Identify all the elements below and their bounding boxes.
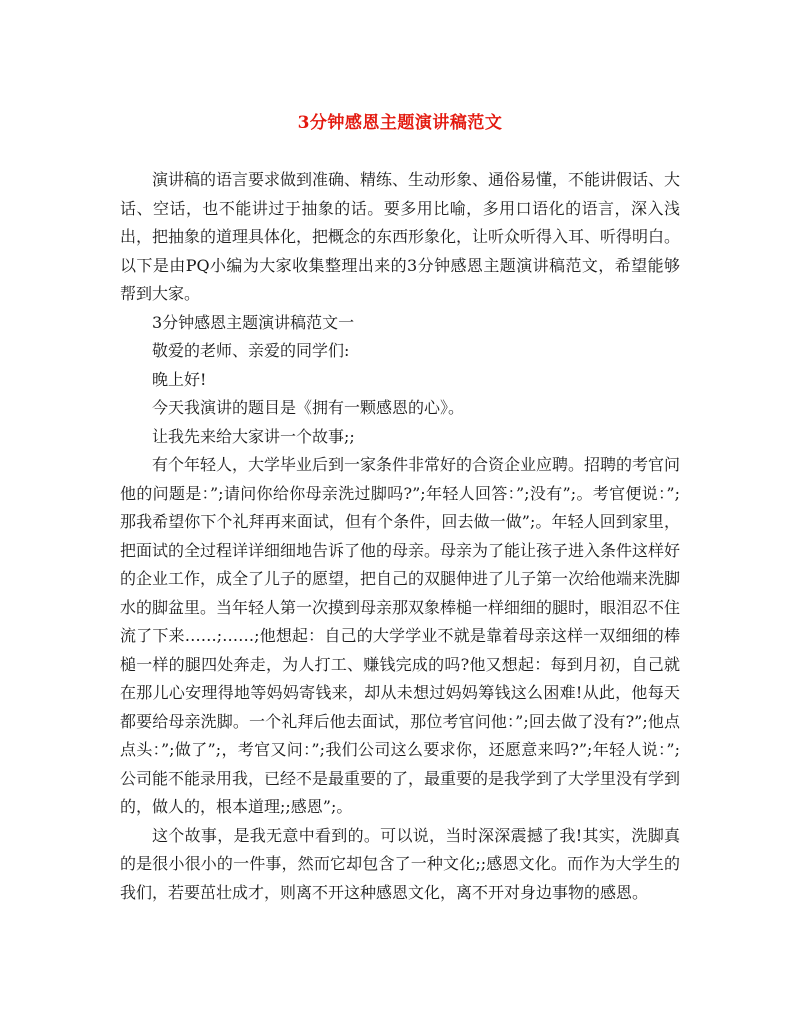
story-paragraph: 有个年轻人，大学毕业后到一家条件非常好的合资企业应聘。招聘的考官问他的问题是：”;请问你给你母亲洗过脚吗?”;年轻人回答：”;没有”;。考官便说：”;那我希望你下个礼拜再来面试，但有个条件，回去做一做”;。年轻人回到家里，把面试的全过程详详细细地告诉了他的母亲。母亲为了能让孩子进入条件这样好的企业工作，成全了儿子的愿望，把自己的双腿伸进了儿子第一次给他端来洗脚水的脚盆里。当年轻人第一次摸到母亲那双象棒槌一样细细的腿时，眼泪忍不住流了下来……;……;他想起：自己的大学学业不就是靠着母亲这样一双细细的棒槌一样的腿四处奔走，为人打工、赚钱完成的吗?他又想起：每到月初，自己就在那儿心安理得地等妈妈寄钱来，却从未想过妈妈筹钱这么困难!从此，他每天都要给母亲洗脚。一个礼拜后他去面试，那位考官问他：”;回去做了没有?”;他点点头：”;做了”;，考官又问：”;我们公司这么要求你，还愿意来吗?”;年轻人说：”;公司能不能录用我，已经不是最重要的了，最重要的是我学到了大学里没有学到的，做人的，根本道理;;感恩”;。 — [120, 455, 681, 816]
story-intro: 让我先来给大家讲一个故事;; — [152, 426, 355, 446]
section-heading: 3分钟感恩主题演讲稿范文一 — [152, 312, 355, 332]
reflection-paragraph: 这个故事，是我无意中看到的。可以说，当时深深震撼了我!其实，洗脚真的是很小很小的一件事，然而它却包含了一种文化;;感恩文化。而作为大学生的我们，若要茁壮成才，则离不开这种感恩文化，离不开对身边事物的感恩。 — [120, 825, 680, 902]
document-body — [120, 166, 680, 907]
document-title: 3分钟感恩主题演讲稿范文 — [297, 113, 503, 133]
greeting: 晚上好! — [152, 369, 207, 389]
intro-paragraph: 演讲稿的语言要求做到准确、精练、生动形象、通俗易懂，不能讲假话、大话、空话，也不能讲过于抽象的话。要多用比喻，多用口语化的语言，深入浅出，把抽象的道理具体化，把概念的东西形象化，让听众听得入耳、听得明白。以下是由PQ小编为大家收集整理出来的3分钟感恩主题演讲稿范文，希望能够帮到大家。 — [120, 170, 681, 303]
speech-topic: 今天我演讲的题目是《拥有一颗感恩的心》。 — [152, 398, 465, 417]
salutation: 敬爱的老师、亲爱的同学们: — [152, 341, 350, 360]
